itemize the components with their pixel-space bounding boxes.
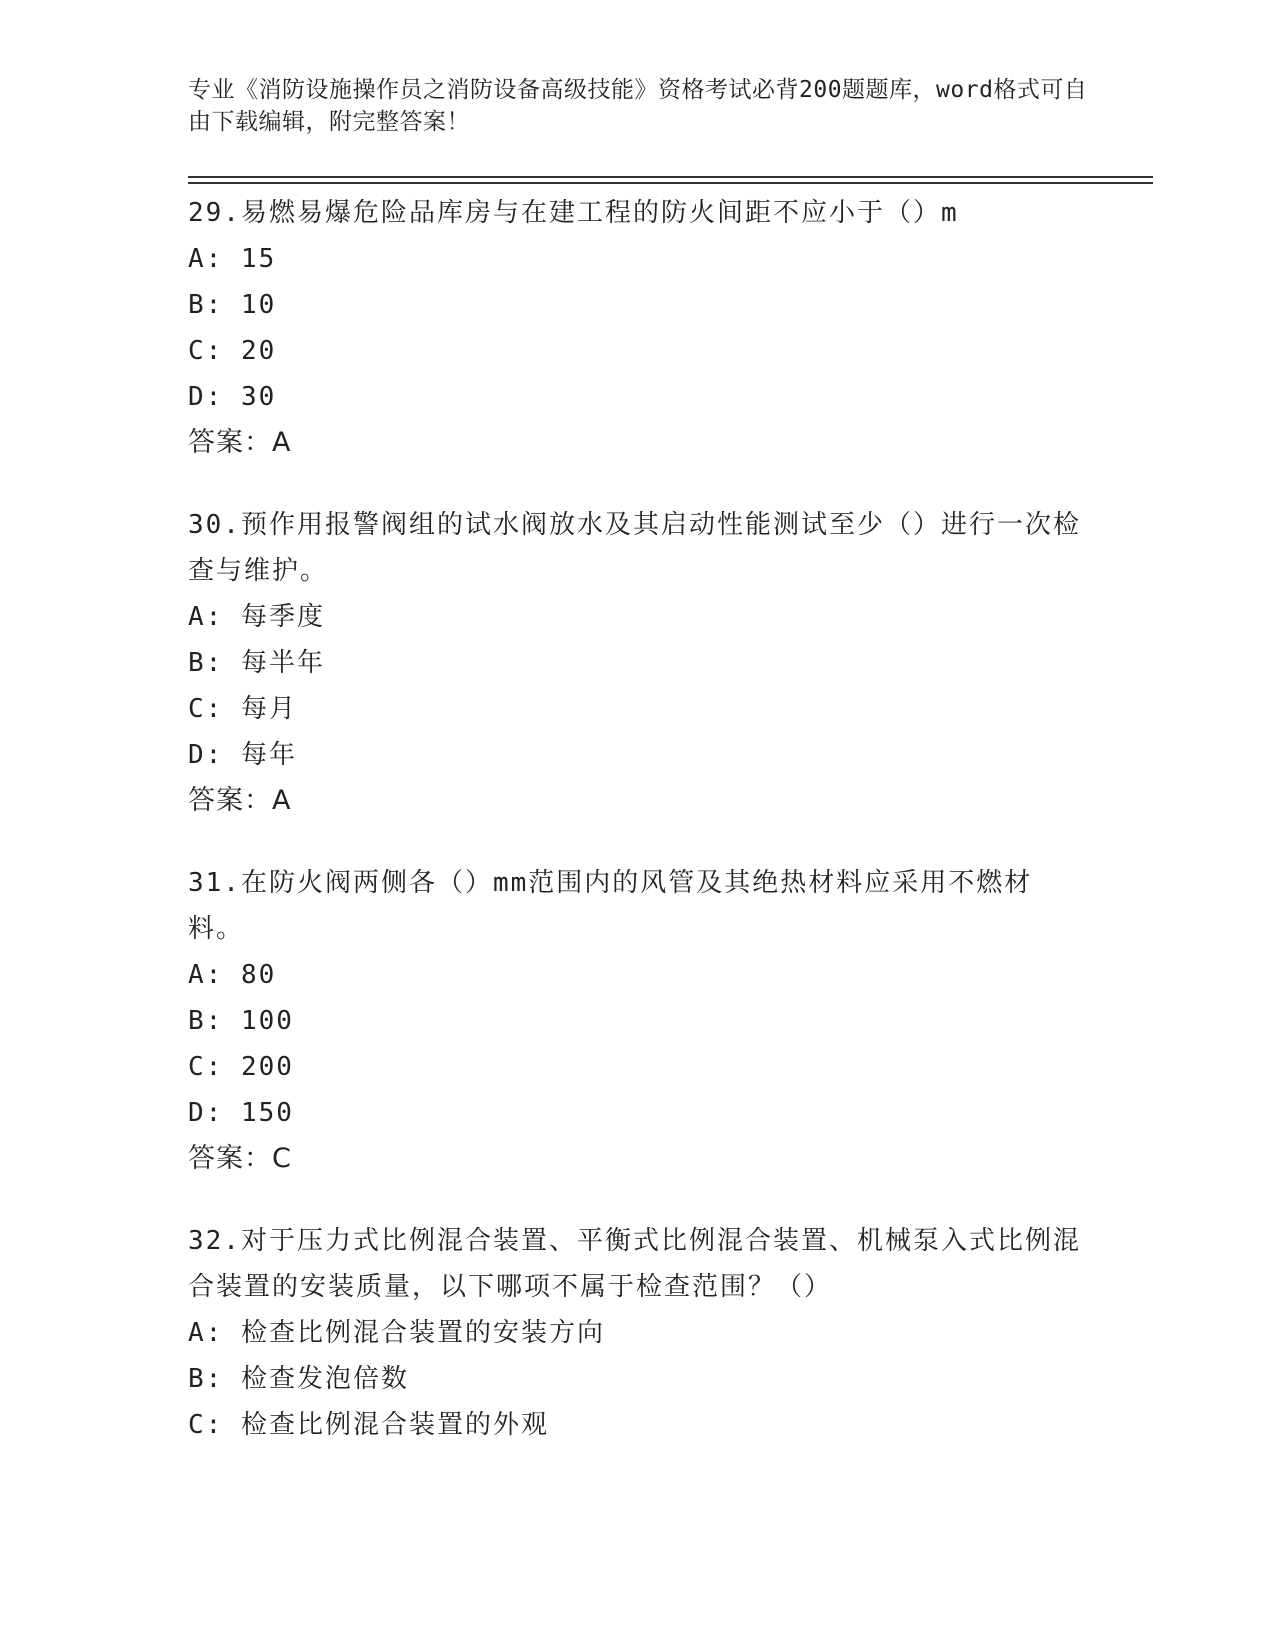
answer-line: 答案：C xyxy=(188,1143,292,1174)
option-c: C: 20 xyxy=(188,336,277,366)
option-b: B: 10 xyxy=(188,290,277,320)
answer-line: 答案：A xyxy=(188,427,292,458)
question-list xyxy=(188,190,1088,1484)
question-stem: 29.易燃易爆危险品库房与在建工程的防火间距不应小于（）m xyxy=(188,198,959,228)
option-d: D: 每年 xyxy=(188,740,297,770)
question-stem: 32.对于压力式比例混合装置、平衡式比例混合装置、机械泵入式比例混合装置的安装质量，以下哪项不属于检查范围？（） xyxy=(188,1226,1081,1302)
option-c: C: 每月 xyxy=(188,694,297,724)
option-a: A: 15 xyxy=(188,244,277,274)
option-b: B: 每半年 xyxy=(188,648,325,678)
question-31 xyxy=(188,860,1088,1182)
question-32 xyxy=(188,1218,1088,1448)
document-header: 专业《消防设施操作员之消防设备高级技能》资格考试必背200题题库，word格式可自由下载编辑，附完整答案！ xyxy=(188,77,1088,135)
question-30 xyxy=(188,502,1088,824)
option-b: B: 100 xyxy=(188,1006,294,1036)
option-a: A: 80 xyxy=(188,960,277,990)
option-d: D: 150 xyxy=(188,1098,294,1128)
option-a: A: 每季度 xyxy=(188,602,325,632)
answer-line: 答案：A xyxy=(188,785,292,816)
header-divider-bottom xyxy=(188,182,1153,184)
question-stem: 31.在防火阀两侧各（）mm范围内的风管及其绝热材料应采用不燃材料。 xyxy=(188,868,1033,944)
question-stem: 30.预作用报警阀组的试水阀放水及其启动性能测试至少（）进行一次检查与维护。 xyxy=(188,510,1081,586)
option-d: D: 30 xyxy=(188,382,277,412)
option-c: C: 200 xyxy=(188,1052,294,1082)
option-c: C: 检查比例混合装置的外观 xyxy=(188,1410,549,1440)
question-29 xyxy=(188,190,1088,466)
header-divider-top xyxy=(188,176,1153,178)
option-b: B: 检查发泡倍数 xyxy=(188,1364,409,1394)
option-a: A: 检查比例混合装置的安装方向 xyxy=(188,1318,605,1348)
